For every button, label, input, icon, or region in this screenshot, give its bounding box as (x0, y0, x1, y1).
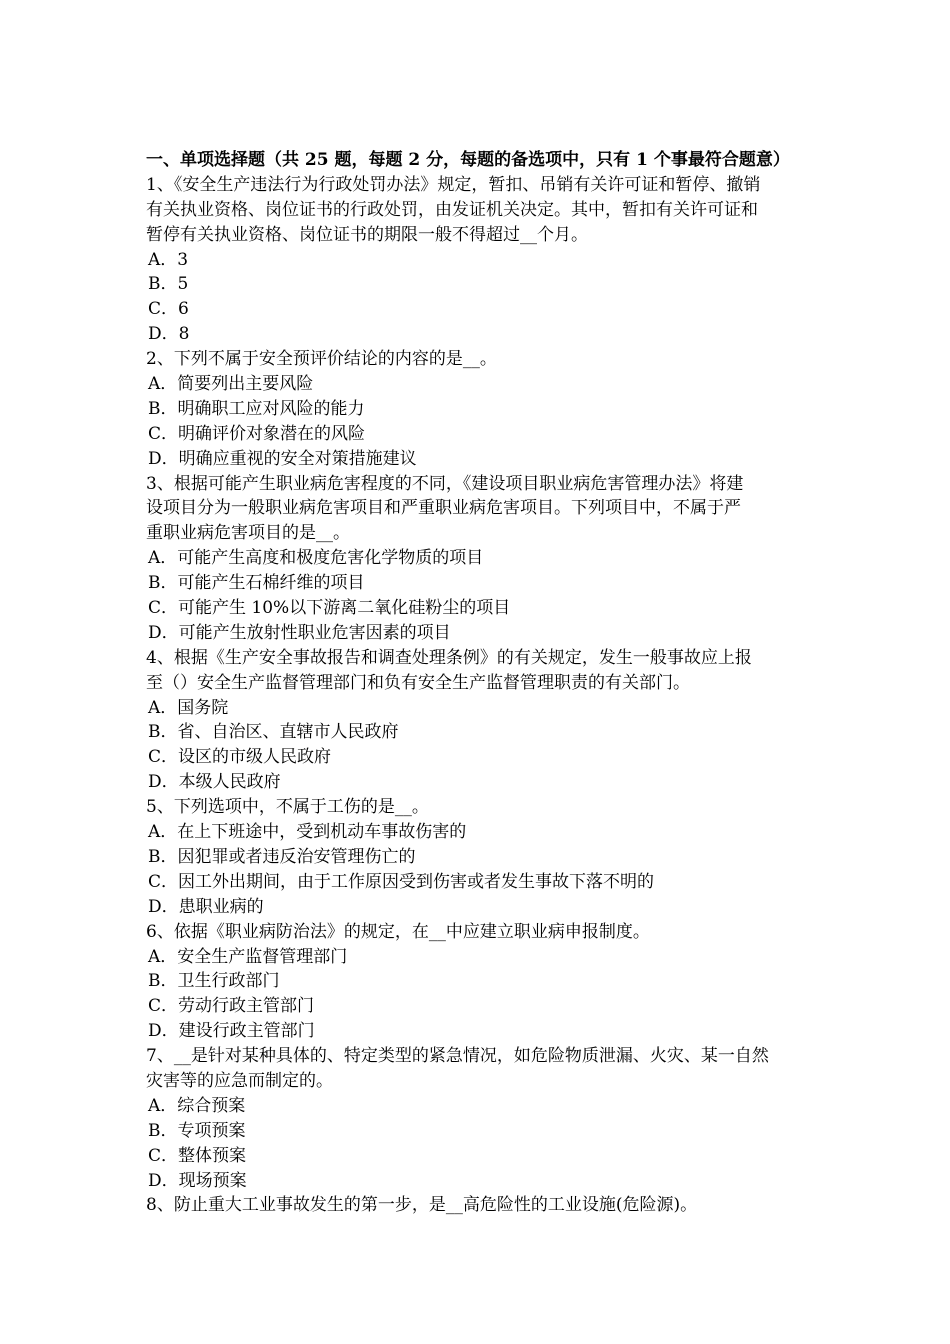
option-b: B．明确职工应对风险的能力 (148, 398, 365, 419)
question-1 (146, 173, 810, 347)
option-c: C．可能产生 10%以下游离二氧化硅粉尘的项目 (148, 598, 511, 619)
option-d: D．建设行政主管部门 (148, 1021, 315, 1042)
option-a: A．可能产生高度和极度危害化学物质的项目 (148, 548, 484, 569)
question-6 (146, 920, 810, 1044)
option-b: B．卫生行政部门 (148, 971, 280, 992)
question-text-line: 6、依据《职业病防治法》的规定，在__中应建立职业病申报制度。 (146, 921, 650, 942)
question-text-line: 8、防止重大工业事故发生的第一步，是__高危险性的工业设施(危险源)。 (146, 1195, 698, 1216)
option-a: A．国务院 (148, 697, 229, 718)
question-text-line: 重职业病危害项目的是__。 (146, 523, 350, 544)
option-c: C．明确评价对象潜在的风险 (148, 423, 366, 444)
option-b: B．可能产生石棉纤维的项目 (148, 573, 365, 594)
option-d: D．患职业病的 (148, 896, 264, 917)
question-text-line: 3、根据可能产生职业病危害程度的不同，《建设项目职业病危害管理办法》将建 (146, 473, 744, 494)
option-a: A．在上下班途中，受到机动车事故伤害的 (148, 822, 467, 843)
option-d: D．8 (148, 324, 190, 345)
question-text-line: 至（）安全生产监督管理部门和负有安全生产监督管理职责的有关部门。 (146, 672, 690, 693)
option-b: B．5 (148, 274, 189, 295)
question-3 (146, 472, 810, 646)
question-4 (146, 646, 810, 795)
option-b: B．省、自治区、直辖市人民政府 (148, 722, 399, 743)
question-text-line: 7、__是针对某种具体的、特定类型的紧急情况，如危险物质泄漏、火灾、某一自然 (146, 1046, 769, 1067)
option-d: D．现场预案 (148, 1170, 247, 1191)
option-d: D．可能产生放射性职业危害因素的项目 (148, 622, 451, 643)
question-text-line: 5、下列选项中，不属于工伤的是__。 (146, 797, 429, 818)
question-text-line: 4、根据《生产安全事故报告和调查处理条例》的有关规定，发生一般事故应上报 (146, 647, 752, 668)
question-7 (146, 1044, 810, 1193)
option-a: A．3 (148, 249, 189, 270)
question-5 (146, 795, 810, 919)
option-c: C．因工外出期间，由于工作原因受到伤害或者发生事故下落不明的 (148, 871, 655, 892)
option-a: A．安全生产监督管理部门 (148, 946, 348, 967)
option-c: C．设区的市级人民政府 (148, 747, 332, 768)
question-text-line: 1、《安全生产违法行为行政处罚办法》规定，暂扣、吊销有关许可证和暂停、撤销 (146, 174, 761, 195)
question-text-line: 灾害等的应急而制定的。 (146, 1070, 333, 1091)
option-a: A．综合预案 (148, 1095, 246, 1116)
question-text-line: 暂停有关执业资格、岗位证书的期限一般不得超过__个月。 (146, 224, 588, 245)
option-d: D．明确应重视的安全对策措施建议 (148, 448, 417, 469)
option-b: B．因犯罪或者违反治安管理伤亡的 (148, 846, 416, 867)
option-d: D．本级人民政府 (148, 772, 281, 793)
question-text-line: 有关执业资格、岗位证书的行政处罚，由发证机关决定。其中，暂扣有关许可证和 (146, 199, 758, 220)
option-c: C．6 (148, 299, 189, 320)
option-b: B．专项预案 (148, 1120, 246, 1141)
option-a: A．简要列出主要风险 (148, 374, 314, 395)
option-c: C．劳动行政主管部门 (148, 996, 315, 1017)
question-text-line: 2、下列不属于安全预评价结论的内容的是__。 (146, 349, 497, 370)
option-c: C．整体预案 (148, 1145, 247, 1166)
question-text-line: 设项目分为一般职业病危害项目和严重职业病危害项目。下列项目中，不属于严 (146, 498, 741, 519)
question-2 (146, 347, 810, 471)
section-heading: 一、单项选择题（共 25 题，每题 2 分，每题的备选项中，只有 1 个事最符合题意） (146, 150, 790, 170)
document-page (146, 148, 810, 1218)
question-8 (146, 1193, 810, 1218)
